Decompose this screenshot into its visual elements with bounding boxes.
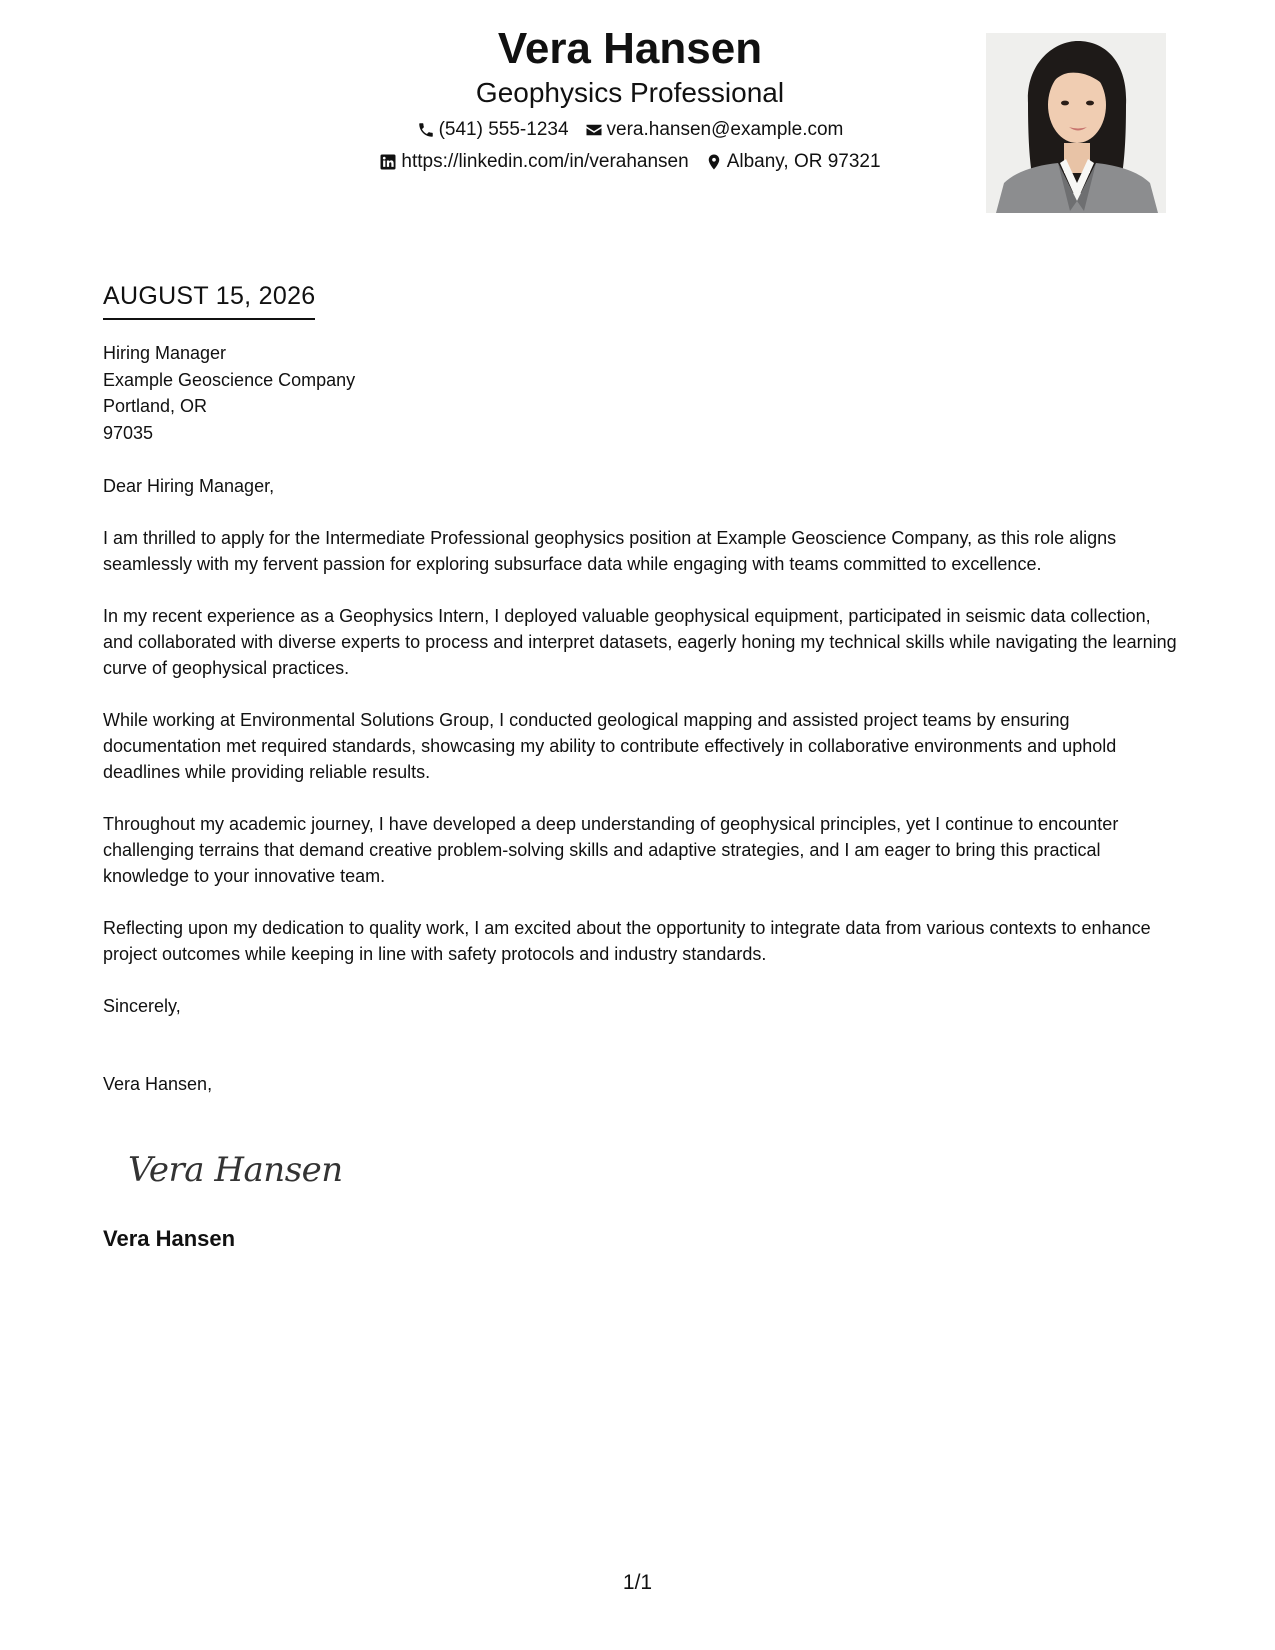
recipient-line: 97035 [103,422,154,443]
linkedin-text: https://linkedin.com/in/verahansen [401,151,689,172]
page-number: 1/1 [622,1571,653,1594]
recipient-line: Hiring Manager [103,343,227,363]
contact-location [705,150,881,174]
signer-with-comma: Vera Hansen, [103,1074,213,1094]
phone-text: (541) 555-1234 [438,119,569,140]
signer-name: Vera Hansen [103,1226,236,1251]
contact-email [585,118,844,142]
body-paragraph: In my recent experience as a Geophysics Intern, I deployed valuable geophysical equipment, participated in seismic data collection, and collaborated with diverse experts to process and interpret datasets, eagerly honing my technical skills while navigating the learning curve of geophysical practices. [103,606,1177,678]
closing: Sincerely, [103,996,181,1016]
letter-header [200,22,1060,182]
linkedin-icon [379,153,397,171]
email-text: vera.hansen@example.com [606,119,844,140]
recipient-line: Portland, OR [103,396,208,416]
contact-row-primary [200,118,1060,142]
recipient-line: Example Geoscience Company [103,369,356,390]
map-pin-icon [705,153,723,171]
applicant-name: Vera Hansen [497,24,763,73]
contact-phone [417,118,569,142]
salutation: Dear Hiring Manager, [103,476,275,496]
profile-photo [986,33,1166,213]
letter-body [103,340,1183,1097]
body-paragraph: I am thrilled to apply for the Intermediate Professional geophysics position at Example Geoscience Company, as this role aligns seamlessly with my fervent passion for exploring subsurface data while engaging with teams committed to excellence. [103,528,1117,574]
contact-linkedin [379,150,688,174]
phone-icon [417,121,435,139]
recipient-block [103,340,1183,446]
contact-row-secondary [200,150,1060,174]
envelope-icon [585,121,603,139]
location-text: Albany, OR 97321 [726,151,881,172]
letter-date: AUGUST 15, 2026 [103,280,315,320]
applicant-title: Geophysics Professional [475,77,785,108]
body-paragraph: Throughout my academic journey, I have developed a deep understanding of geophysical principles, yet I continue to encounter challenging terrains that demand creative problem-solving skills and adaptive strategies, and I am eager to bring this practical knowledge to your innovative team. [103,814,1119,886]
body-paragraph: While working at Environmental Solutions Group, I conducted geological mapping and assisted project teams by ensuring documentation met required standards, showcasing my ability to contribute effectively in collaborative environments and uphold deadlines while providing reliable results. [103,710,1117,782]
handwritten-signature: Vera Hansen [128,1150,343,1190]
body-paragraph: Reflecting upon my dedication to quality work, I am excited about the opportunity to integrate data from various contexts to enhance project outcomes while keeping in line with safety protocols and industry standards. [103,918,1151,964]
